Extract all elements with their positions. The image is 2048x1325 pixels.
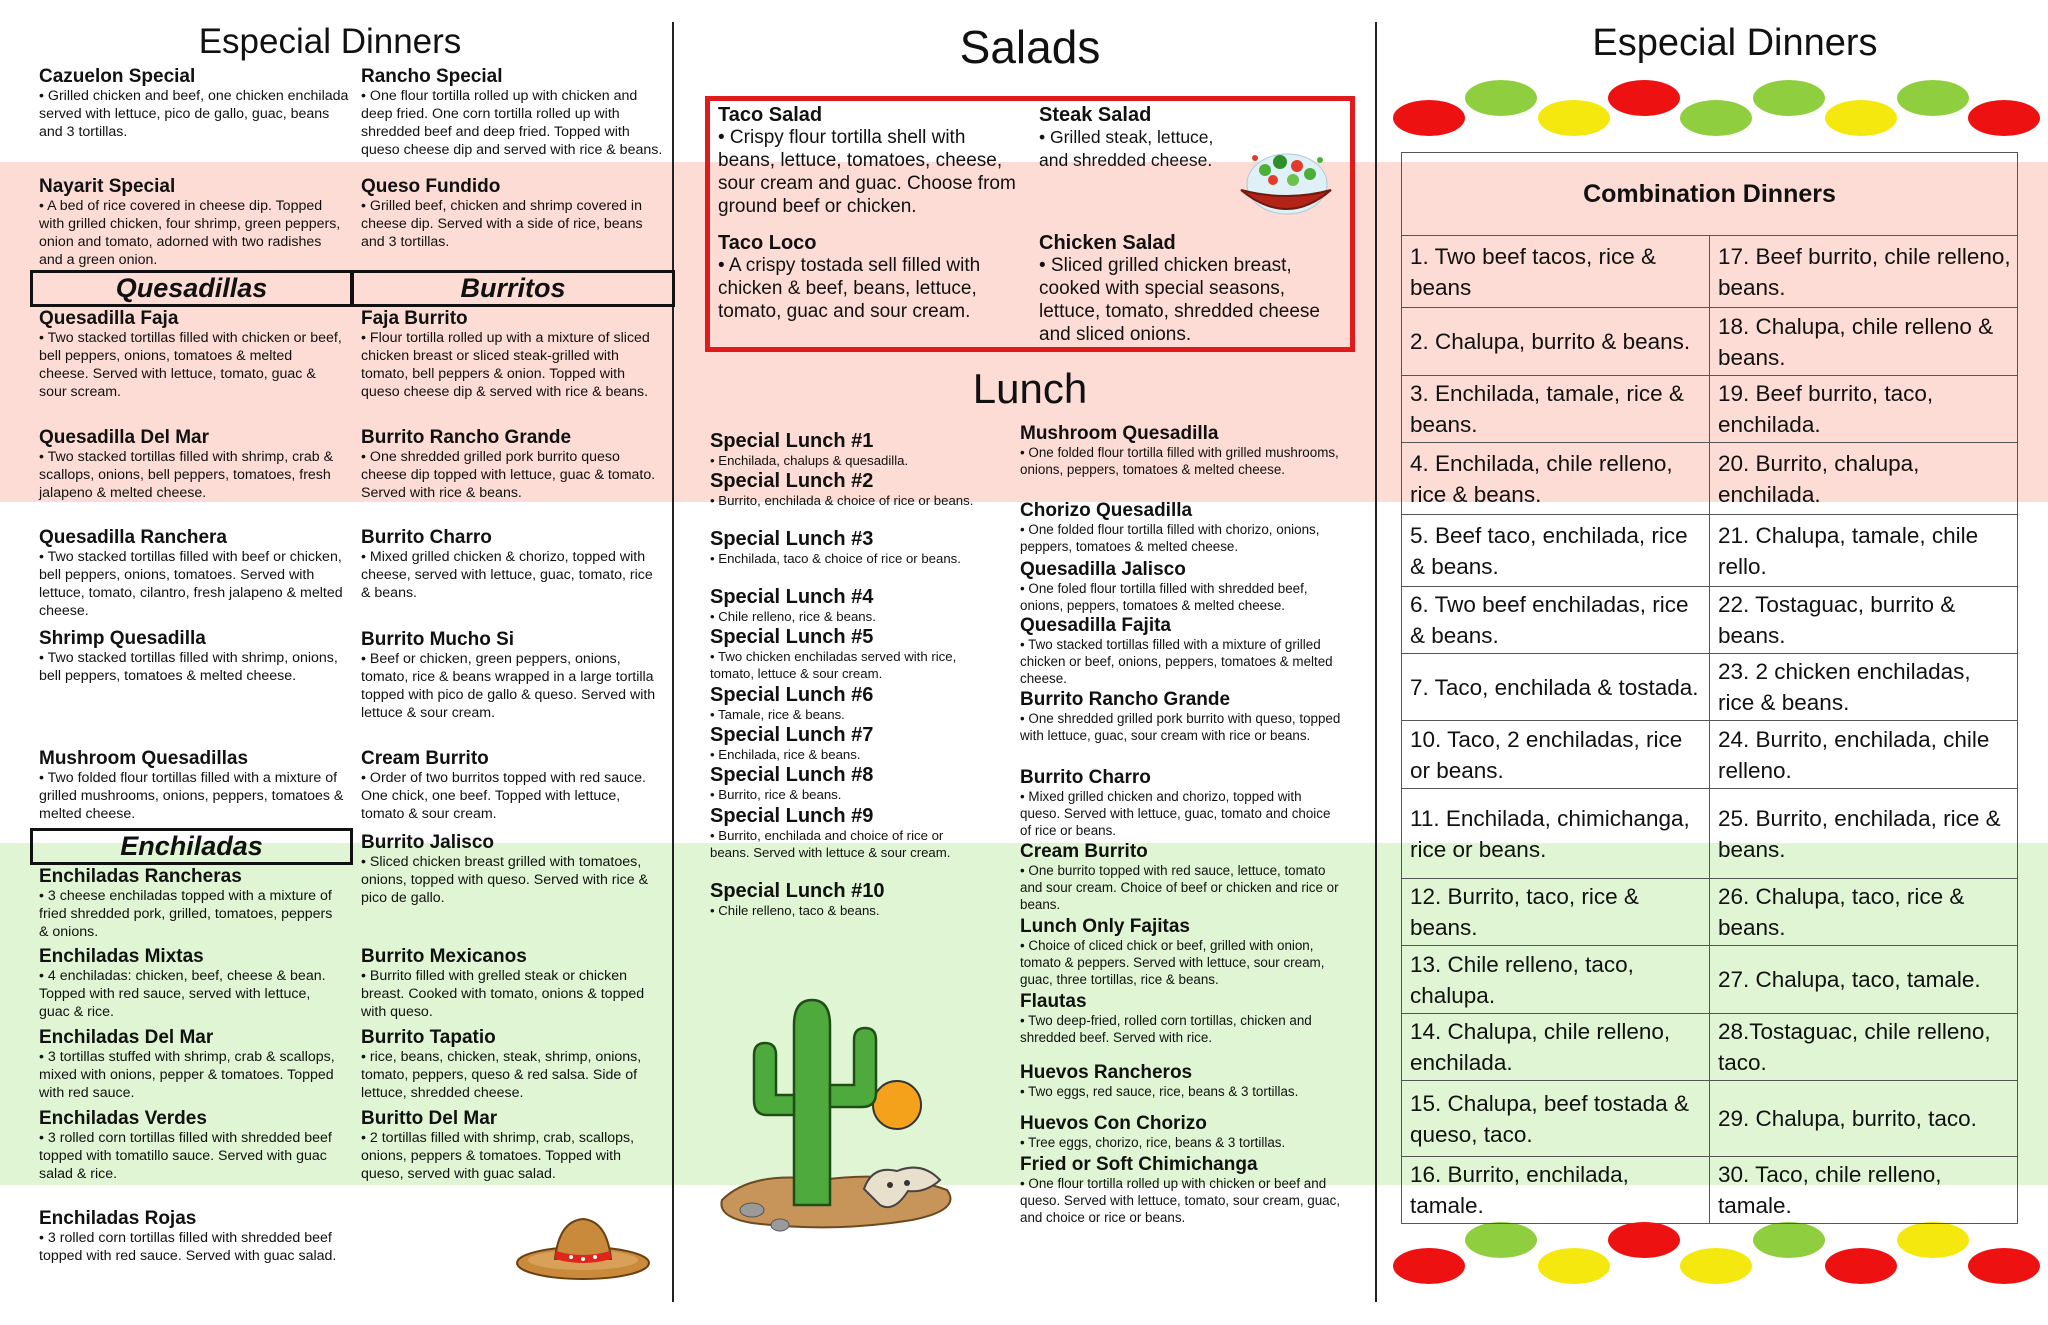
- menu-item-mushroom-quesadillas: [39, 748, 344, 823]
- combo-cell: 29. Chalupa, burrito, taco.: [1710, 1081, 2018, 1157]
- lunch-special-item: [710, 627, 985, 682]
- lunch-menu-item: [1020, 423, 1345, 478]
- item-name: Special Lunch #5: [710, 626, 874, 648]
- menu-item-burrito-rancho-grande: [361, 427, 666, 502]
- menu-item-enchiladas-del-mar: [39, 1027, 344, 1102]
- item-desc: • Beef or chicken, green peppers, onions, tomato, rice & beans wrapped in a large tortilla topped with pico de gallo & queso. Served with lettuce & sour cream.: [361, 651, 656, 721]
- combo-cell: 15. Chalupa, beef tostada & queso, taco.: [1402, 1081, 1710, 1157]
- lunch-menu-item: [1020, 500, 1345, 555]
- decor-oval: [1897, 1222, 1969, 1258]
- item-desc: • A bed of rice covered in cheese dip. Topped with grilled chicken, four shrimp, green peppers, onion and tomato, adorned with two radishes and a green onion.: [39, 198, 341, 268]
- item-desc: • 4 enchiladas: chicken, beef, cheese & bean. Topped with red sauce, served with lettuce, guac & rice.: [39, 968, 326, 1020]
- menu-item-quesadilla-ranchera: [39, 527, 344, 620]
- item-name: Queso Fundido: [361, 176, 501, 197]
- lunch-special-item: [710, 471, 985, 509]
- combo-cell: 11. Enchilada, chimichanga, rice or beans.: [1402, 789, 1710, 879]
- item-name: Enchiladas Del Mar: [39, 1027, 214, 1048]
- item-name: Shrimp Quesadilla: [39, 628, 206, 649]
- menu-item-buritto-del-mar: [361, 1108, 666, 1183]
- menu-item-rancho: [361, 66, 666, 159]
- decor-oval: [1608, 1222, 1680, 1258]
- item-desc: • Chile relleno, taco & beans.: [710, 903, 880, 918]
- table-row: [1402, 376, 2018, 443]
- item-desc: • Grilled steak, lettuce, and shredded cheese.: [1039, 127, 1214, 170]
- item-name: Enchiladas Rojas: [39, 1208, 197, 1229]
- item-name: Cream Burrito: [1020, 841, 1148, 862]
- combo-cell: 20. Burrito, chalupa, enchilada.: [1710, 443, 2018, 515]
- enchiladas-header: Enchiladas: [30, 828, 353, 865]
- item-desc: • Two stacked tortillas filled with a mixture of grilled chicken or beef, onions, peppers, tomatoes & melted cheese.: [1020, 637, 1333, 686]
- menu-item-enchiladas-rancheras: [39, 866, 344, 941]
- decor-oval: [1753, 1222, 1825, 1258]
- item-desc: • Two stacked tortillas filled with chicken or beef, bell peppers, onions, tomatoes & melted cheese. Served with lettuce, tomato, guac & sour scream.: [39, 330, 342, 400]
- menu-item-enchiladas-verdes: [39, 1108, 344, 1183]
- lunch-special-item: [710, 587, 985, 625]
- item-name: Special Lunch #10: [710, 880, 885, 902]
- item-name: Burrito Tapatio: [361, 1027, 496, 1048]
- menu-item-quesadilla-del-mar: [39, 427, 344, 502]
- lunch-title: Lunch: [972, 365, 1088, 412]
- decor-oval: [1968, 1248, 2040, 1284]
- combo-cell: 1. Two beef tacos, rice & beans: [1402, 236, 1710, 308]
- lunch-special-item: [710, 685, 985, 723]
- item-name: Burrito Mexicanos: [361, 946, 527, 967]
- combo-cell: 7. Taco, enchilada & tostada.: [1402, 654, 1710, 721]
- combo-cell: 6. Two beef enchiladas, rice & beans.: [1402, 587, 1710, 654]
- combo-cell: 24. Burrito, enchilada, chile relleno.: [1710, 721, 2018, 789]
- item-desc: • Enchilada, taco & choice of rice or beans.: [710, 551, 961, 566]
- menu-item-steak-salad: [1039, 104, 1244, 172]
- item-desc: • Two stacked tortillas filled with beef or chicken, bell peppers, onions, tomatoes. Served with lettuce, tomato, cilantro, fresh jalapeno & melted cheese.: [39, 549, 343, 619]
- item-name: Fried or Soft Chimichanga: [1020, 1154, 1258, 1175]
- item-name: Mushroom Quesadillas: [39, 748, 249, 769]
- decor-oval: [1538, 1248, 1610, 1284]
- menu-item-cream-burrito: [361, 748, 666, 823]
- item-desc: • Grilled beef, chicken and shrimp covered in cheese dip. Served with a side of rice, beans and 3 tortillas.: [361, 198, 643, 250]
- item-desc: • Chile relleno, rice & beans.: [710, 609, 876, 624]
- lunch-special-item: [710, 725, 985, 763]
- item-desc: • One folded flour tortilla filled with grilled mushrooms, onions, peppers, tomatoes & melted cheese.: [1020, 445, 1339, 477]
- item-name: Special Lunch #2: [710, 470, 874, 492]
- table-row: [1402, 587, 2018, 654]
- combo-cell: 4. Enchilada, chile relleno, rice & beans.: [1402, 443, 1710, 515]
- item-name: Burrito Rancho Grande: [1020, 689, 1231, 710]
- item-name: Flautas: [1020, 991, 1087, 1012]
- sombrero-illustration: [515, 1213, 650, 1283]
- item-desc: • 3 cheese enchiladas topped with a mixture of fried shredded pork, grilled, tomatoes, peppers & onions.: [39, 888, 333, 940]
- lunch-menu-item: [1020, 559, 1345, 614]
- item-desc: • 3 tortillas stuffed with shrimp, crab & scallops, mixed with onions, pepper & tomatoes. Topped with red sauce.: [39, 1049, 335, 1101]
- item-name: Cream Burrito: [361, 748, 489, 769]
- item-name: Special Lunch #9: [710, 805, 874, 827]
- item-desc: • 3 rolled corn tortillas filled with shredded beef topped with tomatillo sauce. Served with guac salad & rice.: [39, 1130, 332, 1182]
- item-name: Enchiladas Rancheras: [39, 866, 242, 887]
- item-desc: • Two folded flour tortillas filled with a mixture of grilled mushrooms, onions, peppers, tomatoes & melted cheese.: [39, 770, 344, 822]
- item-desc: • Choice of cliced chick or beef, grilled with onion, tomato & peppers. Served with lettuce, sour cream, guac, three tortillas, rice & beans.: [1020, 938, 1325, 987]
- item-name: Nayarit Special: [39, 176, 176, 197]
- table-header: Combination Dinners: [1402, 153, 2018, 236]
- menu-item-shrimp-quesadilla: [39, 628, 344, 685]
- decor-oval: [1968, 100, 2040, 136]
- menu-item-burrito-charro: [361, 527, 666, 602]
- item-name: Special Lunch #6: [710, 684, 874, 706]
- decor-oval: [1680, 1248, 1752, 1284]
- item-name: Taco Salad: [718, 104, 823, 126]
- menu-item-cazuelon: [39, 66, 349, 141]
- combo-cell: 10. Taco, 2 enchiladas, rice or beans.: [1402, 721, 1710, 789]
- salad-bowl-illustration: [1235, 140, 1335, 225]
- table-row: [1402, 879, 2018, 946]
- table-row: [1402, 308, 2018, 376]
- lunch-menu-item: [1020, 689, 1345, 744]
- item-desc: • Two eggs, red sauce, rice, beans & 3 tortillas.: [1020, 1084, 1299, 1099]
- lunch-menu-item: [1020, 841, 1345, 913]
- menu-item-enchiladas-mixtas: [39, 946, 344, 1021]
- combo-cell: 12. Burrito, taco, rice & beans.: [1402, 879, 1710, 946]
- lunch-menu-item: [1020, 1113, 1345, 1151]
- item-name: Burrito Charro: [361, 527, 492, 548]
- table-row: [1402, 1157, 2018, 1224]
- item-name: Special Lunch #4: [710, 586, 874, 608]
- item-desc: • Burrito filled with grelled steak or chicken breast. Cooked with tomato, onions & topped with queso.: [361, 968, 645, 1020]
- item-name: Cazuelon Special: [39, 66, 196, 87]
- lunch-special-item: [710, 431, 985, 469]
- item-name: Burrito Rancho Grande: [361, 427, 572, 448]
- item-desc: • Burrito, enchilada & choice of rice or beans.: [710, 493, 974, 508]
- combo-cell: 21. Chalupa, tamale, chile rello.: [1710, 515, 2018, 587]
- combo-cell: 27. Chalupa, taco, tamale.: [1710, 946, 2018, 1014]
- quesadillas-header: Quesadillas: [30, 270, 353, 307]
- item-desc: • One flour tortilla rolled up with chicken or beef and queso. Served with lettuce, tomato, sour cream, guac, and choice or rice or beans.: [1020, 1176, 1341, 1225]
- menu-item-quesadilla-faja: [39, 308, 344, 401]
- combo-cell: 16. Burrito, enchilada, tamale.: [1402, 1157, 1710, 1224]
- table-row: [1402, 1014, 2018, 1081]
- lunch-special-item: [710, 765, 985, 803]
- decor-oval: [1680, 100, 1752, 136]
- item-name: Special Lunch #7: [710, 724, 874, 746]
- combo-cell: 18. Chalupa, chile relleno & beans.: [1710, 308, 2018, 376]
- item-name: Huevos Con Chorizo: [1020, 1113, 1207, 1134]
- menu-item-nayarit: [39, 176, 344, 269]
- item-desc: • Flour tortilla rolled up with a mixture of sliced chicken breast or sliced steak-grilled with tomato, bell peppers & onion. Topped with queso cheese dip & served with rice & beans.: [361, 330, 650, 400]
- item-desc: • One folded flour tortilla filled with chorizo, onions, peppers, tomatoes & melted cheese.: [1020, 522, 1320, 554]
- item-name: Steak Salad: [1039, 104, 1152, 126]
- left-title: Especial Dinners: [198, 22, 462, 61]
- table-row: [1402, 721, 2018, 789]
- item-name: Huevos Rancheros: [1020, 1062, 1193, 1083]
- lunch-menu-item: [1020, 1154, 1345, 1226]
- combo-cell: 22. Tostaguac, burrito & beans.: [1710, 587, 2018, 654]
- right-title: Especial Dinners: [1592, 22, 1878, 64]
- decor-oval: [1465, 80, 1537, 116]
- item-name: Burrito Charro: [1020, 767, 1151, 788]
- menu-item-burrito-jalisco: [361, 832, 666, 907]
- item-desc: • Mixed grilled chicken & chorizo, topped with cheese, served with lettuce, guac, tomato, rice & beans.: [361, 549, 653, 601]
- combo-cell: 26. Chalupa, taco, rice & beans.: [1710, 879, 2018, 946]
- menu-item-queso-fundido: [361, 176, 666, 251]
- table-row: [1402, 236, 2018, 308]
- item-name: Burrito Jalisco: [361, 832, 495, 853]
- burritos-header: Burritos: [351, 270, 675, 307]
- table-row: [1402, 654, 2018, 721]
- item-name: Quesadilla Faja: [39, 308, 179, 329]
- item-name: Buritto Del Mar: [361, 1108, 498, 1129]
- menu-item-chicken-salad: [1039, 232, 1349, 346]
- combination-dinners-table: [1401, 152, 2018, 1224]
- combo-cell: 28.Tostaguac, chile relleno, taco.: [1710, 1014, 2018, 1081]
- item-desc: • Two stacked tortillas filled with shrimp, crab & scallops, onions, bell peppers, tomatoes, fresh jalapeno & melted cheese.: [39, 449, 334, 501]
- combo-cell: 25. Burrito, enchilada, rice & beans.: [1710, 789, 2018, 879]
- combo-cell: 3. Enchilada, tamale, rice & beans.: [1402, 376, 1710, 443]
- decor-oval: [1393, 100, 1465, 136]
- item-name: Taco Loco: [718, 232, 817, 254]
- item-desc: • rice, beans, chicken, steak, shrimp, onions, tomato, peppers, queso & red salsa. Side of lettuce, shredded cheese.: [361, 1049, 642, 1101]
- item-desc: • Tree eggs, chorizo, rice, beans & 3 tortillas.: [1020, 1135, 1286, 1150]
- combo-cell: 30. Taco, chile relleno, tamale.: [1710, 1157, 2018, 1224]
- divider-right: [1375, 22, 1377, 1302]
- menu-item-burrito-mexicanos: [361, 946, 666, 1021]
- decor-oval: [1825, 100, 1897, 136]
- item-desc: • Crispy flour tortilla shell with beans, lettuce, tomatoes, cheese, sour cream and guac. Choose from ground beef or chicken.: [718, 127, 1016, 217]
- table-row: [1402, 946, 2018, 1014]
- item-desc: • 2 tortillas filled with shrimp, crab, scallops, onions, peppers & tomatoes. Topped with queso, served with guac salad.: [361, 1130, 635, 1182]
- item-desc: • Burrito, rice & beans.: [710, 787, 842, 802]
- item-desc: • Two stacked tortillas filled with shrimp, onions, bell peppers, tomatoes & melted cheese.: [39, 650, 338, 684]
- decor-oval: [1465, 1222, 1537, 1258]
- item-desc: • Enchilada, rice & beans.: [710, 747, 861, 762]
- lunch-menu-item: [1020, 767, 1345, 839]
- menu-item-burrito-tapatio: [361, 1027, 666, 1102]
- item-name: Burrito Mucho Si: [361, 629, 515, 650]
- decor-oval: [1538, 100, 1610, 136]
- lunch-menu-item: [1020, 1062, 1345, 1100]
- table-row: [1402, 515, 2018, 587]
- item-desc: • A crispy tostada sell filled with chicken & beef, beans, lettuce, tomato, guac and sour cream.: [718, 255, 981, 322]
- combo-cell: 17. Beef burrito, chile relleno, beans.: [1710, 236, 2018, 308]
- combo-cell: 19. Beef burrito, taco, enchilada.: [1710, 376, 2018, 443]
- item-desc: • Mixed grilled chicken and chorizo, topped with queso. Served with lettuce, guac, tomato and choice of rice or beans.: [1020, 789, 1331, 838]
- table-row: [1402, 1081, 2018, 1157]
- item-desc: • 3 rolled corn tortillas filled with shredded beef topped with red sauce. Served with guac salad.: [39, 1230, 337, 1264]
- combo-cell: 14. Chalupa, chile relleno, enchilada.: [1402, 1014, 1710, 1081]
- item-name: Quesadilla Jalisco: [1020, 559, 1186, 580]
- menu-item-enchiladas-rojas: [39, 1208, 344, 1265]
- decor-oval: [1897, 80, 1969, 116]
- item-name: Special Lunch #8: [710, 764, 874, 786]
- item-name: Faja Burrito: [361, 308, 468, 329]
- item-desc: • One burrito topped with red sauce, lettuce, tomato and sour cream. Choice of beef or chicken and rice or beans.: [1020, 863, 1339, 912]
- item-name: Mushroom Quesadilla: [1020, 423, 1219, 444]
- item-desc: • One flour tortilla rolled up with chicken and deep fried. One corn tortilla rolled up with shredded beef and deep fried. Topped with queso cheese dip and served with rice & beans.: [361, 88, 663, 158]
- item-name: Enchiladas Mixtas: [39, 946, 204, 967]
- item-desc: • Grilled chicken and beef, one chicken enchilada served with lettuce, pico de gallo, guac, beans and 3 tortillas.: [39, 88, 349, 140]
- item-desc: • Sliced chicken breast grilled with tomatoes, onions, topped with queso. Served with rice & pico de gallo.: [361, 854, 649, 906]
- item-name: Quesadilla Fajita: [1020, 615, 1171, 636]
- item-name: Chicken Salad: [1039, 232, 1176, 254]
- lunch-menu-item: [1020, 916, 1345, 988]
- item-desc: • Tamale, rice & beans.: [710, 707, 845, 722]
- item-name: Quesadilla Ranchera: [39, 527, 227, 548]
- item-name: Special Lunch #1: [710, 430, 874, 452]
- menu-item-faja-burrito: [361, 308, 666, 401]
- item-name: Lunch Only Fajitas: [1020, 916, 1190, 937]
- item-desc: • One shredded grilled pork burrito queso cheese dip topped with lettuce, guac & tomato. Served with rice & beans.: [361, 449, 656, 501]
- item-name: Enchiladas Verdes: [39, 1108, 207, 1129]
- combo-cell: 13. Chile relleno, taco, chalupa.: [1402, 946, 1710, 1014]
- salads-title: Salads: [959, 21, 1101, 73]
- combo-cell: 23. 2 chicken enchiladas, rice & beans.: [1710, 654, 2018, 721]
- cactus-illustration: [712, 975, 977, 1240]
- combo-cell: 2. Chalupa, burrito & beans.: [1402, 308, 1710, 376]
- item-desc: • One foled flour tortilla filled with shredded beef, onions, peppers, tomatoes & melted cheese.: [1020, 581, 1308, 613]
- lunch-special-item: [710, 529, 985, 567]
- table-row: [1402, 789, 2018, 879]
- decor-oval: [1393, 1248, 1465, 1284]
- item-desc: • Two chicken enchiladas served with rice, tomato, lettuce & sour cream.: [710, 649, 957, 681]
- item-desc: • Enchilada, chalups & quesadilla.: [710, 453, 909, 468]
- menu-item-burrito-mucho-si: [361, 629, 666, 722]
- menu-item-taco-salad: [718, 104, 1023, 218]
- item-name: Chorizo Quesadilla: [1020, 500, 1193, 521]
- item-name: Quesadilla Del Mar: [39, 427, 210, 448]
- lunch-menu-item: [1020, 615, 1345, 687]
- item-name: Special Lunch #3: [710, 528, 874, 550]
- item-desc: • One shredded grilled pork burrito with queso, topped with lettuce, guac, sour cream with rice or beans.: [1020, 711, 1341, 743]
- table-row: [1402, 443, 2018, 515]
- item-desc: • Two deep-fried, rolled corn tortillas, chicken and shredded beef. Served with rice.: [1020, 1013, 1312, 1045]
- combo-cell: 5. Beef taco, enchilada, rice & beans.: [1402, 515, 1710, 587]
- lunch-special-item: [710, 881, 985, 919]
- lunch-menu-item: [1020, 991, 1345, 1046]
- lunch-special-item: [710, 806, 985, 861]
- decor-oval: [1608, 80, 1680, 116]
- item-desc: • Burrito, enchilada and choice of rice or beans. Served with lettuce & sour cream.: [710, 828, 951, 860]
- decor-oval: [1753, 80, 1825, 116]
- decor-oval: [1825, 1248, 1897, 1284]
- divider-left: [672, 22, 674, 1302]
- item-desc: • Order of two burritos topped with red sauce. One chick, one beef. Topped with lettuce, tomato & sour cream.: [361, 770, 646, 822]
- item-name: Rancho Special: [361, 66, 503, 87]
- item-desc: • Sliced grilled chicken breast, cooked with special seasons, lettuce, tomato, shredded cheese and sliced onions.: [1039, 255, 1320, 345]
- menu-item-taco-loco: [718, 232, 1018, 323]
